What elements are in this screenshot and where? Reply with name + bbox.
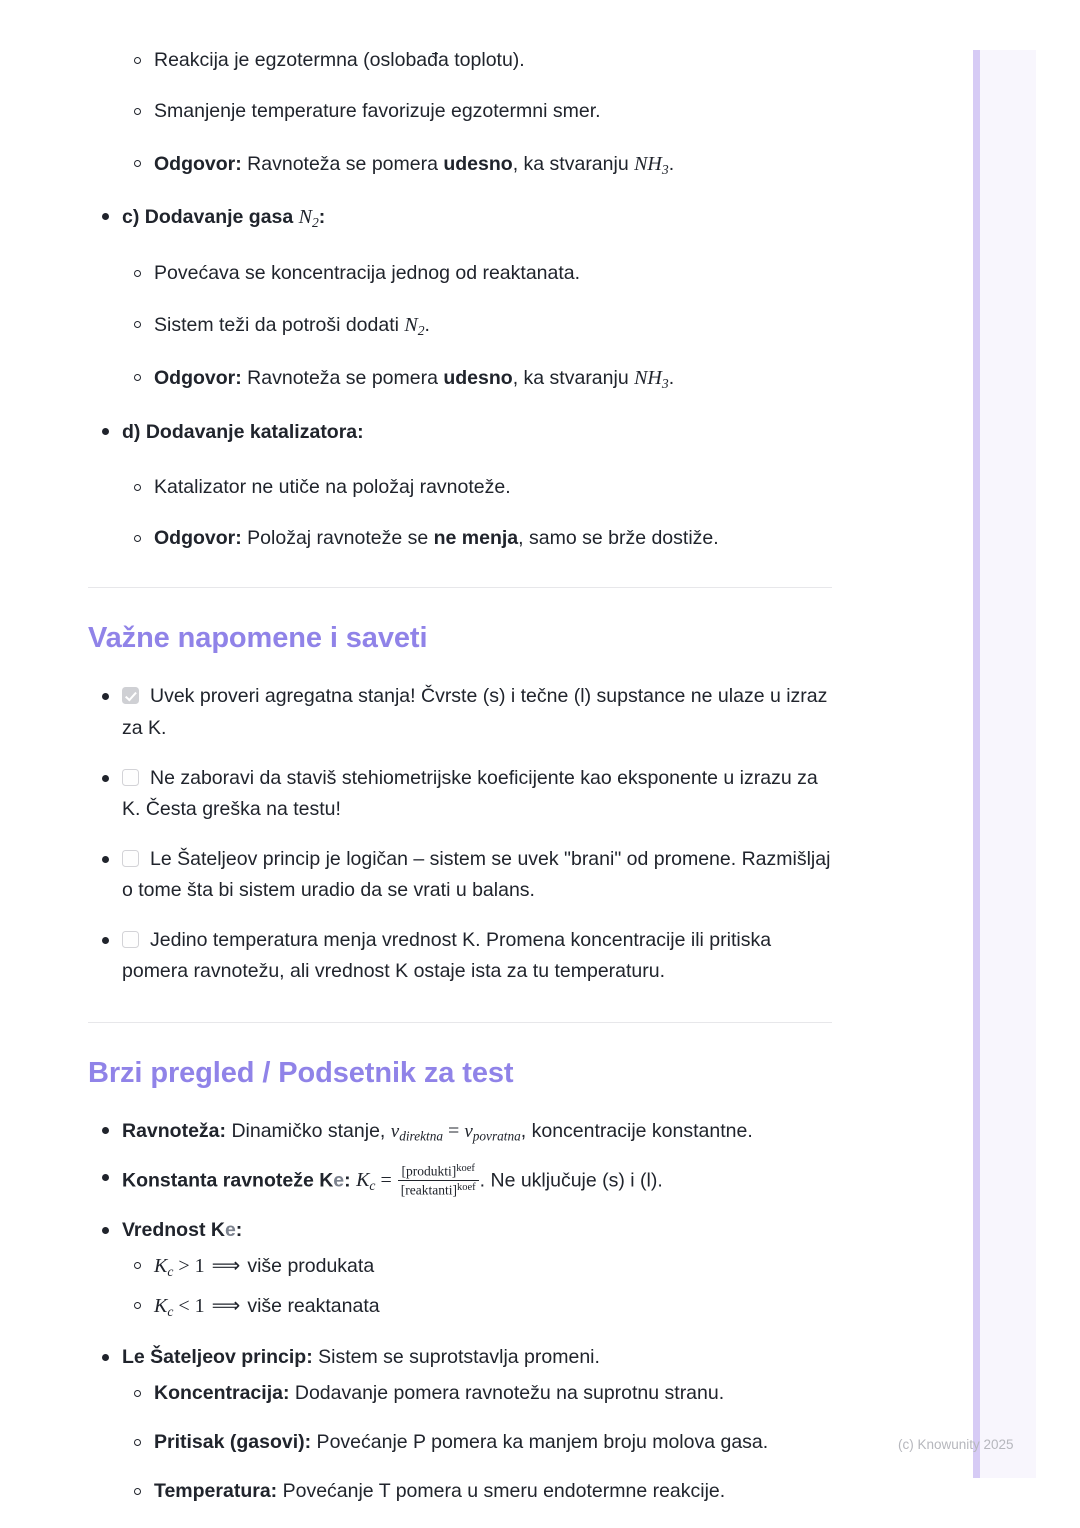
review-item-text-post: , koncentracije konstantne. bbox=[520, 1120, 753, 1143]
review-item-label: Ravnoteža: bbox=[122, 1120, 227, 1143]
bullet-circle-icon bbox=[134, 1262, 141, 1269]
review-item-label: Vrednost K bbox=[122, 1219, 225, 1242]
implies-arrow-icon: ⟹ bbox=[211, 1295, 241, 1318]
review-section-title: Brzi pregled / Podsetnik za test bbox=[88, 1057, 514, 1090]
bullet-circle-icon bbox=[134, 321, 141, 328]
review-subitem-pritisak bbox=[88, 1428, 836, 1457]
bullet-circle-icon bbox=[134, 1390, 141, 1397]
checklist-item-text: Le Šateljeov princip je logičan – sistem se uvek "brani" od promene. Razmišljaj o tome šta bi sistem uradio da se vrati u balans. bbox=[122, 847, 831, 902]
bullet-circle-icon bbox=[134, 160, 141, 167]
review-item-label: Le Šateljeov princip: bbox=[122, 1345, 313, 1368]
list-item-text: Katalizator ne utiče na položaj ravnoteže. bbox=[154, 475, 511, 498]
review-subitem-kc-greater bbox=[88, 1251, 836, 1282]
formula-kc: $K_c$ bbox=[154, 1295, 174, 1320]
list-group-d bbox=[88, 473, 836, 554]
bullet-disc-icon bbox=[102, 856, 109, 863]
answer-emphasis: ne menja bbox=[433, 527, 519, 550]
review-subitem-label: Koncentracija: bbox=[154, 1381, 290, 1404]
answer-label: Odgovor: bbox=[154, 527, 242, 550]
bullet-disc-icon bbox=[102, 1127, 109, 1134]
review-subitem-text: Povećanje T pomera u smeru endotermne reakcije. bbox=[277, 1480, 726, 1503]
answer-label: Odgovor: bbox=[154, 152, 242, 175]
equals-sign: = bbox=[443, 1120, 465, 1143]
answer-text-post: , samo se brže dostiže. bbox=[518, 527, 719, 550]
review-subitem-text: Povećanje P pomera ka manjem broju molova gasa. bbox=[311, 1431, 769, 1454]
list-item bbox=[88, 97, 836, 126]
bullet-circle-icon bbox=[134, 270, 141, 277]
formula-nh3: $NH_3$ bbox=[634, 152, 669, 177]
review-item-text-post: . Ne uključuje (s) i (l). bbox=[479, 1169, 663, 1192]
equals-sign: = bbox=[375, 1169, 397, 1192]
answer-emphasis: udesno bbox=[443, 152, 513, 175]
formula-kc: $K_c$ bbox=[356, 1169, 376, 1193]
bullet-circle-icon bbox=[134, 1302, 141, 1309]
review-subitem-temperatura bbox=[88, 1477, 836, 1506]
notes-checklist bbox=[88, 681, 836, 988]
answer-text-pre: Ravnoteža se pomera bbox=[241, 152, 444, 175]
review-subitem-koncentracija bbox=[88, 1379, 836, 1408]
checkbox-unchecked[interactable] bbox=[122, 769, 139, 786]
review-item-label: Konstanta ravnoteže K bbox=[122, 1169, 334, 1192]
review-subitem-text: više produkata bbox=[247, 1255, 375, 1278]
bullet-disc-icon bbox=[102, 1227, 109, 1234]
bullet-disc-icon bbox=[102, 1174, 109, 1181]
comparison-operator: < bbox=[173, 1295, 195, 1318]
bullet-circle-icon bbox=[134, 535, 141, 542]
checkbox-unchecked[interactable] bbox=[122, 931, 139, 948]
list-item-answer bbox=[88, 524, 836, 553]
formula-kc: $K_c$ bbox=[154, 1255, 174, 1280]
bullet-disc-icon bbox=[102, 213, 109, 220]
list-group-c bbox=[88, 259, 836, 395]
formula-n2: $N_2$ bbox=[298, 205, 319, 230]
implies-arrow-icon: ⟹ bbox=[211, 1255, 241, 1278]
item-d-label: d) Dodavanje katalizatora: bbox=[122, 420, 364, 443]
checklist-item-text: Uvek proveri agregatna stanja! Čvrste (s) i tečne (l) supstance ne ulaze u izraz za K. bbox=[122, 685, 828, 739]
checklist-item bbox=[88, 763, 836, 826]
bullet-circle-icon bbox=[134, 484, 141, 491]
list-item bbox=[88, 202, 836, 233]
document-body bbox=[88, 0, 836, 1516]
answer-text-end: . bbox=[668, 367, 675, 390]
list-item-answer bbox=[88, 363, 836, 394]
answer-text-pre: Ravnoteža se pomera bbox=[241, 367, 444, 390]
review-item-colon: : bbox=[344, 1169, 351, 1192]
bullet-circle-icon bbox=[134, 57, 141, 64]
comparison-operator: > bbox=[173, 1255, 195, 1278]
bullet-circle-icon bbox=[134, 374, 141, 381]
formula-n2: $N_2$ bbox=[404, 314, 425, 338]
list-item-text-pre: Sistem teži da potroši dodati bbox=[154, 314, 405, 337]
list-item bbox=[88, 46, 836, 75]
formula-v-povratna: $v_{povratna}$ bbox=[464, 1121, 521, 1144]
formula-v-direktna: $v_{direktna}$ bbox=[390, 1121, 444, 1144]
list-item-d-heading bbox=[88, 417, 836, 447]
answer-text-post: , ka stvaranju bbox=[512, 367, 635, 390]
review-subitem-text: više reaktanata bbox=[247, 1295, 380, 1318]
review-item-lesateljeov bbox=[88, 1343, 836, 1372]
checkbox-unchecked[interactable] bbox=[122, 850, 139, 867]
review-item-label-sub: e bbox=[224, 1219, 236, 1242]
list-item-text-end: . bbox=[424, 314, 430, 337]
copyright-watermark: (c) Knowunity 2025 bbox=[898, 1437, 1014, 1452]
review-item-colon: : bbox=[235, 1219, 243, 1242]
list-item-text: Povećava se koncentracija jednog od reaktanata. bbox=[154, 261, 581, 284]
list-item bbox=[88, 417, 836, 447]
review-subitem-label: Temperatura: bbox=[154, 1480, 278, 1503]
review-item-ravnoteza bbox=[88, 1116, 836, 1147]
review-item-text-pre: Dinamičko stanje, bbox=[226, 1120, 391, 1143]
review-item-label-sub: e bbox=[333, 1169, 345, 1192]
checklist-item bbox=[88, 844, 836, 907]
checklist-item bbox=[88, 681, 836, 744]
bullet-disc-icon bbox=[102, 693, 109, 700]
list-item-c-heading bbox=[88, 202, 836, 233]
bullet-disc-icon bbox=[102, 1354, 109, 1361]
item-c-colon: : bbox=[318, 205, 326, 228]
bullet-disc-icon bbox=[102, 937, 109, 944]
checklist-item-text: Jedino temperatura menja vrednost K. Promena koncentracije ili pritiska pomera ravnotežu, ali vrednost K ostaje ista za tu temperaturu. bbox=[122, 928, 772, 983]
review-subitem-kc-less bbox=[88, 1291, 836, 1322]
list-item bbox=[88, 310, 836, 341]
answer-text-end: . bbox=[668, 152, 675, 175]
review-subitem-label: Pritisak (gasovi): bbox=[154, 1431, 312, 1454]
answer-text-pre: Položaj ravnoteže se bbox=[241, 527, 434, 550]
bullet-circle-icon bbox=[134, 108, 141, 115]
bullet-disc-icon bbox=[102, 428, 109, 435]
list-item-answer bbox=[88, 149, 836, 180]
checkbox-checked[interactable] bbox=[122, 687, 139, 704]
answer-text-post: , ka stvaranju bbox=[512, 152, 635, 175]
list-item bbox=[88, 259, 836, 288]
answer-emphasis: udesno bbox=[443, 367, 513, 390]
section-divider bbox=[88, 1022, 832, 1023]
item-c-label: c) Dodavanje gasa bbox=[122, 205, 299, 228]
review-item-text: Sistem se suprotstavlja promeni. bbox=[312, 1345, 600, 1368]
list-item-text: Smanjenje temperature favorizuje egzotermni smer. bbox=[154, 100, 601, 123]
notes-section-title: Važne napomene i saveti bbox=[88, 622, 428, 655]
checklist-item-text: Ne zaboravi da staviš stehiometrijske koeficijente kao eksponente u izrazu za K. Česta greška na testu! bbox=[122, 766, 818, 821]
bullet-circle-icon bbox=[134, 1439, 141, 1446]
formula-fraction: $\frac{[produkti]^{koef}}{[reaktanti]^{koef}}$ bbox=[398, 1163, 479, 1199]
bullet-circle-icon bbox=[134, 1488, 141, 1495]
review-list bbox=[88, 1116, 836, 1507]
answer-label: Odgovor: bbox=[154, 367, 242, 390]
bullet-disc-icon bbox=[102, 775, 109, 782]
section-divider bbox=[88, 587, 832, 588]
comparison-value: 1 bbox=[194, 1295, 205, 1318]
formula-nh3: $NH_3$ bbox=[634, 367, 669, 392]
list-group-b bbox=[88, 46, 836, 180]
review-item-konstanta bbox=[88, 1163, 836, 1199]
list-item-text: Reakcija je egzotermna (oslobađa toplotu). bbox=[154, 49, 525, 71]
comparison-value: 1 bbox=[194, 1255, 205, 1278]
list-item bbox=[88, 473, 836, 502]
review-subitem-text: Dodavanje pomera ravnotežu na suprotnu stranu. bbox=[289, 1381, 725, 1404]
right-side-panel bbox=[980, 50, 1036, 1478]
checklist-item bbox=[88, 925, 836, 988]
review-item-vrednost bbox=[88, 1216, 836, 1245]
